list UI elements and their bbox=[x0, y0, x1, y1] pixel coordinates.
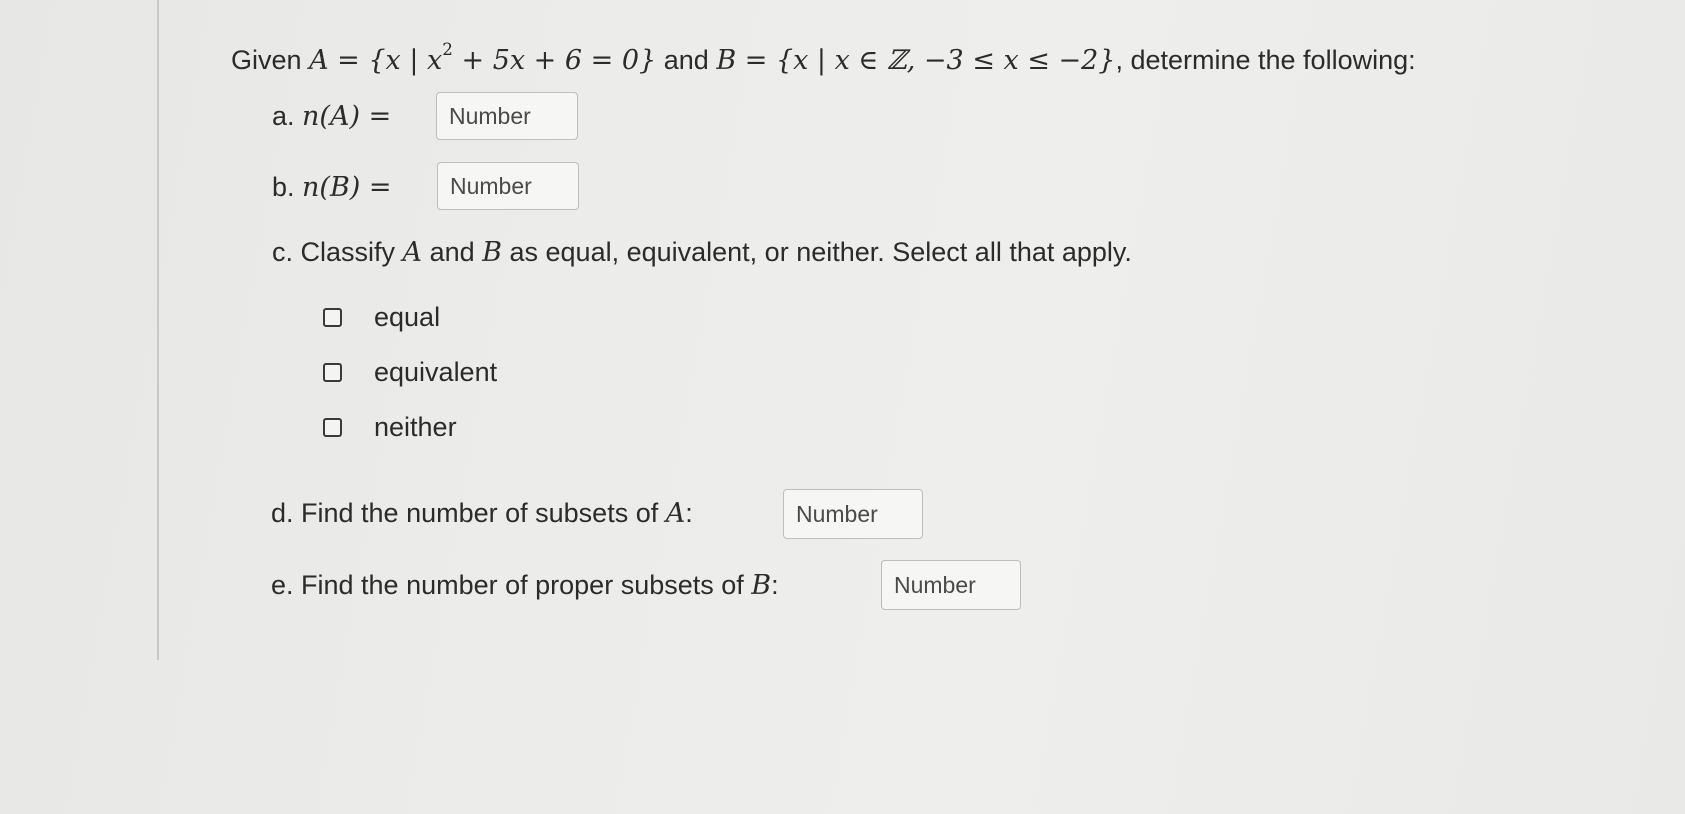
equivalent-checkbox[interactable] bbox=[323, 363, 342, 382]
part-d-text: d. Find the number of subsets of bbox=[271, 498, 659, 528]
given-label: Given bbox=[231, 45, 302, 75]
part-d-set: A bbox=[665, 498, 686, 529]
equal-label: equal bbox=[374, 302, 441, 332]
part-b-question bbox=[272, 171, 392, 204]
problem-tail: , determine the following: bbox=[1115, 45, 1416, 75]
part-c-prefix: c. Classify bbox=[272, 237, 396, 267]
part-c-set-b: B bbox=[482, 237, 502, 268]
part-d-question bbox=[271, 497, 693, 530]
part-c-question bbox=[272, 236, 1132, 269]
part-e-colon: : bbox=[771, 570, 779, 600]
equal-checkbox[interactable] bbox=[323, 308, 342, 327]
part-d-colon: : bbox=[685, 498, 693, 528]
set-b-definition: B = {x | x ∈ ℤ, −3 ≤ x ≤ −2} bbox=[716, 45, 1116, 76]
problem-statement bbox=[231, 38, 1416, 77]
neither-checkbox[interactable] bbox=[323, 418, 342, 437]
part-b-prefix: b. bbox=[272, 172, 295, 202]
part-b-expression: n(B) = bbox=[302, 172, 392, 203]
part-c-instructions: as equal, equivalent, or neither. Select all that apply. bbox=[509, 237, 1132, 267]
part-a-prefix: a. bbox=[272, 101, 295, 131]
left-divider bbox=[157, 0, 159, 660]
part-e-question bbox=[271, 569, 779, 602]
option-equal[interactable] bbox=[323, 301, 440, 333]
option-equivalent[interactable] bbox=[323, 356, 497, 388]
part-e-number-input[interactable] bbox=[881, 560, 1021, 610]
part-a-question bbox=[272, 100, 391, 133]
part-a-number-input[interactable] bbox=[436, 92, 578, 140]
part-d-number-input[interactable] bbox=[783, 489, 923, 539]
part-b-number-input[interactable] bbox=[437, 162, 579, 210]
equivalent-label: equivalent bbox=[374, 357, 498, 387]
part-e-text: e. Find the number of proper subsets of bbox=[271, 570, 744, 600]
neither-label: neither bbox=[374, 412, 457, 442]
part-a-expression: n(A) = bbox=[302, 101, 392, 132]
and-label: and bbox=[663, 45, 709, 75]
part-c-set-a: A bbox=[402, 237, 423, 268]
part-e-set: B bbox=[751, 570, 772, 601]
option-neither[interactable] bbox=[323, 411, 457, 443]
set-a-definition: A = {x | $x^2 + 5x + 6 = 0$} bbox=[309, 38, 657, 76]
part-c-and: and bbox=[429, 237, 475, 267]
